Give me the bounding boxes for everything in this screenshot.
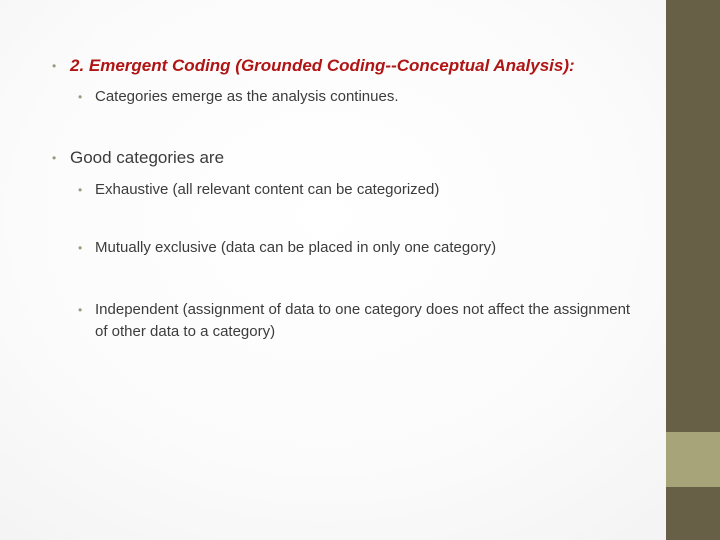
bullet-text: Mutually exclusive (data can be placed in only one category) (95, 239, 497, 256)
bullet-marker: • (78, 183, 83, 197)
bullet-marker: • (78, 90, 83, 104)
bullet-marker: • (52, 59, 57, 73)
side-accent (666, 432, 720, 487)
bullet-text: 2. Emergent Coding (Grounded Coding--Conceptual Analysis): (70, 56, 575, 75)
bullet-marker: • (52, 151, 57, 165)
bullet-marker: • (78, 303, 83, 317)
bullet-text: Categories emerge as the analysis continues. (95, 88, 399, 105)
bullet-text: Good categories are (70, 148, 225, 167)
bullet-marker: • (78, 241, 83, 255)
bullet-text: Exhaustive (all relevant content can be categorized) (95, 181, 440, 198)
bullet-text: Independent (assignment of data to one category does not affect the assignment of other data to a category) (95, 301, 631, 340)
